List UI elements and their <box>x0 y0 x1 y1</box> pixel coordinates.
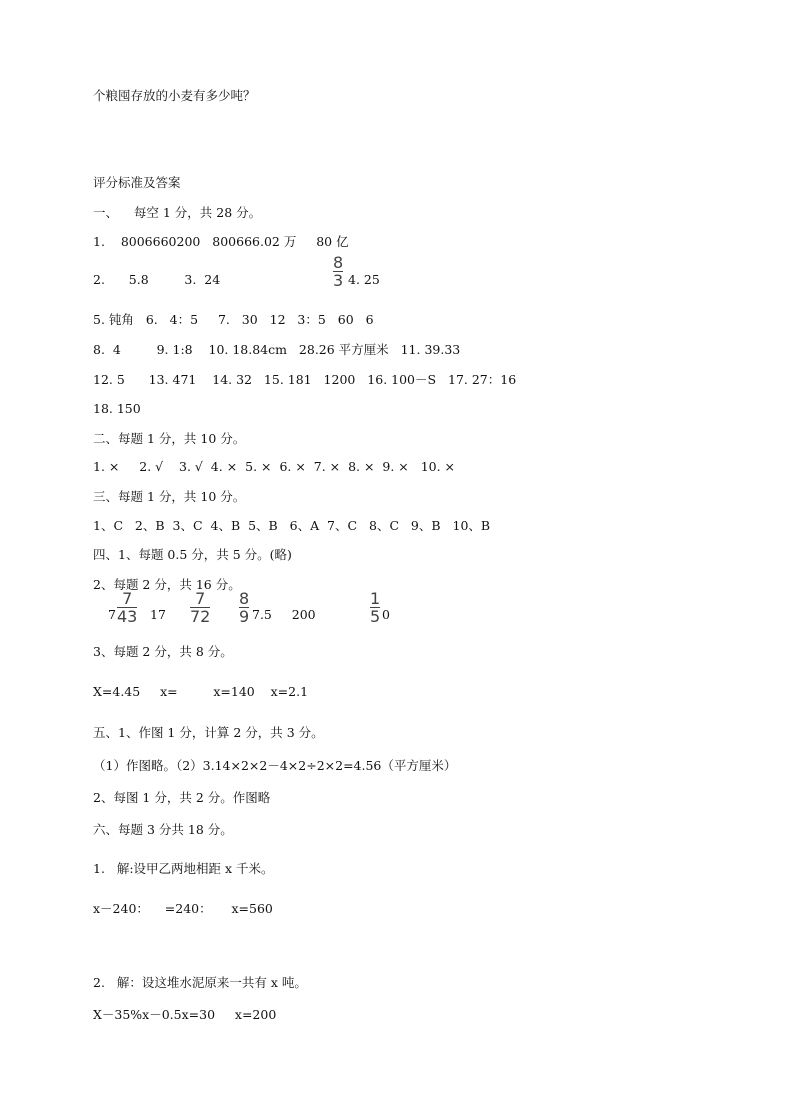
section-2-answers: 1. × 2. √ 3. √ 4. × 5. × 6. × 7. × 8. × 9. × 10. × <box>93 459 456 474</box>
section-1-line-2: 2. 5.8 3. 24 <box>93 272 221 287</box>
section-5-line-2: 2、每图 1 分，共 2 分。作图略 <box>93 790 271 805</box>
section-5-line-1: （1）作图略。（2）3.14×2×2－4×2÷2×2=4.56（平方厘米） <box>93 758 457 773</box>
fraction-numerator: 8 <box>333 253 344 272</box>
answer-heading: 评分标准及答案 <box>93 175 181 190</box>
fraction-denominator: 3 <box>333 271 344 290</box>
section-1-line-2-tail: 4. 25 <box>348 272 380 287</box>
section-1-line-5: 12. 5 13. 471 14. 32 15. 181 1200 16. 100－S 17. 27：16 <box>93 372 517 387</box>
section-1-line-1: 1. 8006660200 800666.02 万 80 亿 <box>93 234 349 249</box>
section-4-title: 四、1、每题 0.5 分，共 5 分。(略) <box>93 547 292 562</box>
section-6-question-1-equation: x－240： =240： x=560 <box>93 901 273 916</box>
section-1-line-3: 5. 钝角 6. 4：5 7. 30 12 3：5 60 6 <box>93 312 374 327</box>
section-1-title: 一、 每空 1 分，共 28 分。 <box>93 205 262 220</box>
section-6-question-1: 1. 解:设甲乙两地相距 x 千米。 <box>93 861 274 876</box>
fraction-numerator: 1 <box>370 589 381 608</box>
section-2-title: 二、每题 1 分，共 10 分。 <box>93 431 246 446</box>
section-4-part-2-c: 7.5 200 <box>252 607 316 622</box>
section-6-question-2-equation: X－35%x－0.5x=30 x=200 <box>93 1007 277 1022</box>
section-6-title: 六、每题 3 分共 18 分。 <box>93 822 233 837</box>
section-3-title: 三、每题 1 分，共 10 分。 <box>93 489 246 504</box>
fraction-numerator: 7 <box>195 589 206 608</box>
section-4-part-3-answers: X=4.45 x= x=140 x=2.1 <box>93 684 309 699</box>
section-3-answers: 1、C 2、B 3、C 4、B 5、B 6、A 7、C 8、C 9、B 10、B <box>93 518 491 533</box>
section-5-title: 五、1、作图 1 分，计算 2 分，共 3 分。 <box>93 725 324 740</box>
section-4-part-2-b: 17 <box>150 607 166 622</box>
fraction-denominator: 9 <box>239 607 250 626</box>
fraction-denominator: 43 <box>117 607 138 626</box>
fraction-1-5 <box>370 591 380 624</box>
question-tail: 个粮囤存放的小麦有多少吨？ <box>93 88 256 103</box>
fraction-7-43 <box>117 591 137 624</box>
section-4-part-2-d: 0 <box>382 607 390 622</box>
section-1-line-4: 8. 4 9. 1:8 10. 18.84cm 28.26 平方厘米 11. 39.33 <box>93 342 461 357</box>
fraction-numerator: 7 <box>122 589 133 608</box>
section-6-question-2: 2. 解：设这堆水泥原来一共有 x 吨。 <box>93 975 307 990</box>
fraction-8-9 <box>239 591 249 624</box>
section-4-part-2-a: 7 <box>108 607 116 622</box>
fraction-numerator: 8 <box>239 589 250 608</box>
fraction-8-3 <box>333 255 343 288</box>
fraction-denominator: 72 <box>190 607 211 626</box>
fraction-7-72 <box>190 591 210 624</box>
section-4-part-3-title: 3、每题 2 分，共 8 分。 <box>93 644 233 659</box>
section-1-line-6: 18. 150 <box>93 401 141 416</box>
section-4-part-2-title: 2、每题 2 分，共 16 分。 <box>93 577 241 592</box>
fraction-denominator: 5 <box>370 607 381 626</box>
